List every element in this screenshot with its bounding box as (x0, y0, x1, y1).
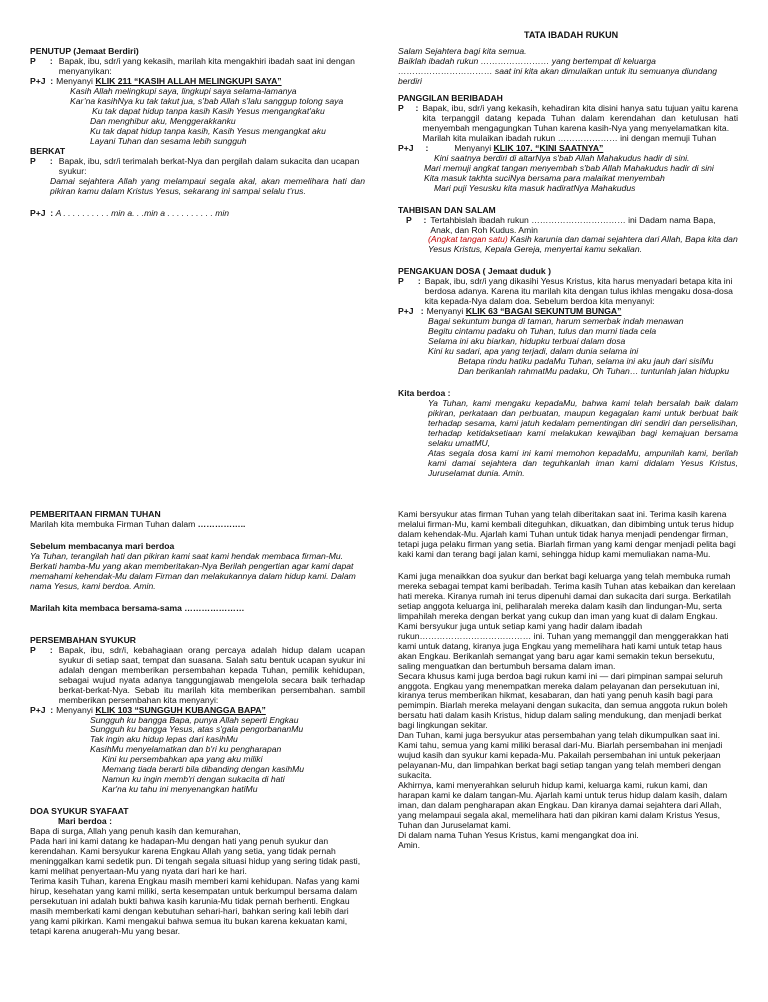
song-lyrics (30, 716, 365, 796)
menyanyi-prefix: Menyanyi (56, 75, 96, 86)
doa-paragraph: Bapa di surga, Allah yang penuh kasih dan kemurahan, (30, 826, 241, 837)
left-top-column (30, 47, 365, 219)
lyric-line: Kar’na kasihNya ku tak takut jua, s’bab Allah s’lalu sanggup tolong saya (70, 95, 344, 106)
speaker-label: P+J : (398, 306, 424, 317)
song-lyrics (398, 154, 738, 194)
speaker-label: P+J : (30, 704, 54, 715)
speaker-label: P : (30, 644, 53, 655)
song-lyrics (398, 317, 738, 377)
lyric-line: Layani Tuhan dan sesama lebih sungguh (90, 135, 247, 146)
penutup-p-row (30, 57, 365, 77)
lyric-line: Kasih Allah melingkupi saya, lingkupi saya selama-lamanya (70, 85, 297, 96)
pengakuan-p-row (398, 277, 738, 307)
speaker-label: P+J : (30, 75, 54, 86)
lyric-line: Kini ku sadari, apa yang terjadi, dalam dunia selama ini (428, 346, 639, 357)
tahbisan-heading: TAHBISAN DAN SALAM (398, 204, 496, 215)
doa-paragraph: Terima kasih Tuhan, karena Engkau masih memberi kami kehidupan. Nafas yang kami hirup, kesehatan yang kami miliki, serta kesempatan untuk berkumpul bersama dalam persekutuan ini adalah bukti bahwa kasih karunia-Mu tidak pernah berhenti. Engkau masih memberkati kami dengan kebutuhan sehari-hari, bahkan sering kali lebih dari yang kami pikirkan. Kami mengakui bahwa semua itu bukan karena kekuatan kami, tetapi karena anugerah-Mu yang besar. (30, 876, 360, 936)
tahbisan-text: Tertahbislah ibadah rukun …………………………… ini Dadam nama Bapa, Anak, dan Roh Kudus. Amin (430, 214, 716, 235)
baiklah-line: Baiklah ibadah rukun …………………… yang bertempat di keluarga (398, 55, 656, 66)
doa-paragraph: Dan Tuhan, kami juga bersyukur atas persembahan yang telah dikumpulkan saat ini. Kami tahu, semua yang kami miliki berasal dari-Mu. Biarlah persembahan ini menjadi wujud kasih dan syukur kami kepada-Mu. Pakailah persembahan ini untuk pekerjaan pelayanan-Mu, dan limpahkan berkat bagi setiap tangan yang telah memberi dengan sukacita. (398, 730, 723, 781)
baca-line: Marilah kita membaca bersama-sama ………………… (30, 602, 245, 613)
syukur-heading: PERSEMBAHAN SYUKUR (30, 634, 136, 645)
speaker-label: P+J : (30, 207, 56, 218)
lyric-line: Sungguh ku bangga Yesus, atas s'gala pengorbananMu (90, 724, 304, 735)
tahbisan-berkat: (Angkat tangan satu) Kasih karunia dan damai sejahtera dari Allah, Bapa kita dan Yesus Kristus, Kepala Gereja, menyertai kamu sekalian. (428, 234, 738, 255)
lyric-line: Mari memuji angkat tangan menyembah s'bab Allah Mahakudus hadir di sini (424, 162, 714, 173)
amin-row (30, 209, 365, 219)
firman-text: Marilah kita membuka Firman Tuhan dalam …………….. (30, 518, 246, 529)
kita-berdoa-heading: Kita berdoa : (398, 388, 451, 399)
song-title: KLIK 63 “BAGAI SEKUNTUM BUNGA” (465, 306, 622, 317)
pengakuan-heading: PENGAKUAN DOSA ( Jemaat duduk ) (398, 266, 551, 277)
speaker-label: P : (398, 276, 421, 287)
lyric-line: Bagai sekuntum bunga di taman, harum semerbak indah menawan (428, 316, 684, 327)
page-title: TATA IBADAH RUKUN (524, 30, 619, 40)
song-title: KLIK 107. “KINI SAATNYA” (493, 142, 604, 153)
lyric-line: Selama ini aku biarkan, hidupku terbuai dalam dosa (428, 336, 626, 347)
firman-heading: PEMBERITAAN FIRMAN TUHAN (30, 509, 161, 519)
lyric-line: Kita masuk takhta suciNya bersama para malaikat menyembah (424, 172, 665, 183)
penutup-heading: PENUTUP (Jemaat Berdiri) (30, 46, 139, 56)
doa-syukur-heading: DOA SYUKUR SYAFAAT (30, 806, 129, 817)
lyric-line: Ku tak dapat hidup tanpa kasih, Kasih Yesus mengangkat aku (90, 125, 326, 136)
pengakuan-text: Bapak, ibu, sdr/i yang dikasihi Yesus Kristus, kita harus menyadari betapa kita ini berdosa adanya. Karena itu marilah kita dengan tulus ikhlas mengaku dosa-dosa kita kepada-Nya dalam doa. Sebelum berdoa kita menyanyi: (424, 276, 733, 307)
doa-paragraph: Secara khusus kami juga berdoa bagi rukun kami ini — dari pimpinan sampai seluruh anggota. Engkau yang menempatkan mereka dalam pelayanan dan persekutuan ini, kiranya terus memberikan hikmat, kesabaran, dan hati yang penuh kasih bagi para pemimpin. Biarlah mereka melayani dengan sukacita, dan semua anggota rukun boleh bersatu hati dalam kasih Kristus, hidup dalam saling mendukung, dan menjadi berkat bagi lingkungan sekitar. (398, 670, 728, 731)
lyric-line: Sungguh ku bangga Bapa, punya Allah seperti Engkau (90, 714, 299, 725)
panggilan-heading: PANGGILAN BERIBADAH (398, 92, 503, 103)
doa-paragraph: Akhirnya, kami menyerahkan seluruh hidup kami, keluarga kami, rukun kami, dan harapan kami ke dalam tangan-Mu. Ajarlah kami untuk terus hidup dalam kasih, dalam iman, dan dalam pengharapan akan Engkau. Dan kiranya damai sejahtera dari Allah, yang melampaui segala akal, memelihara hati dan pikiran kami dalam Kristus Yesus, Tuhan dan Juruselamat kami. (398, 780, 728, 831)
syukur-text: Bapak, ibu, sdr/i, kebahagiaan orang percaya adalah hidup dalam ucapan syukur di setiap saat, tempat dan suasana. Salah satu bentuk ucapan syukur ini adalah dengan memberikan persembahan kepada Tuhan, pemilik kehidupan, sebagai wujud nyata adanya tanggungjawab mengelola secara baik terhadap berkat-berkat-Nya. Sebab itu marilah kita memberikan persembahan. sambil memberikan persembahan kita menyanyi: (58, 644, 365, 705)
berkat-p-text: Bapak, ibu, sdr/i terimalah berkat-Nya dan pergilah dalam sukacita dan ucapan syukur: (58, 155, 360, 176)
lyric-line: Tak ingin aku hidup lepas dari kasihMu (90, 734, 238, 745)
lyric-line: Ku tak dapat hidup tanpa kasih Kasih Yesus mengangkat'aku (92, 105, 325, 116)
lyric-line: Namun ku ingin memb'ri dengan sukacita di hati (102, 774, 285, 785)
mari-berdoa: Mari berdoa : (58, 816, 112, 827)
doa-paragraph: Kami juga menaikkan doa syukur dan berkat bagi keluarga yang telah membuka rumah mereka sebagai tempat kami beribadah. Terima kasih Tuhan atas kebaikan dan kerelaan hati mereka. Kiranya rumah ini terus dipenuhi damai dan sukacita dari surga. Berkatilah setiap anggota keluarga ini, peliharalah mereka dalam kasih dan lindungan-Mu, serta limpahilah mereka dengan berkat yang cukup dan iman yang kuat di dalam Engkau. (398, 570, 736, 621)
sebelum-text: Ya Tuhan, terangilah hati dan pikiran kami saat kami hendak membaca firman-Mu. Berkati hamba-Mu yang akan memberitakan-Nya Berilah pengertian agar kami dapat memahami kehendak-Mu dalam Firman dan melakukannya dalam hidup kami. Dalam nama Yesus, kami berdoa. Amin. (30, 550, 356, 591)
doa-paragraph: Pada hari ini kami datang ke hadapan-Mu dengan hati yang penuh syukur dan kerendahan. Kami bersyukur karena Engkau Allah yang setia, yang tidak pernah meninggalkan kami sedetik pun. Di tengah segala situasi hidup yang sering tidak pasti, kami melihat penyertaan-Mu yang nyata dari hari ke hari. (30, 836, 361, 877)
right-top-column (398, 47, 738, 479)
doa-pengakuan-2: Atas segala dosa kami ini kami memohon kepadaMu, ampunilah kami, berilah kami damai sejahtera dan teguhkanlah iman kami didalam Yesus Kristus, Juruselamat dunia. Amin. (428, 447, 738, 478)
lyric-line: Dan berikanlah rahmatMu padaku, Oh Tuhan… tuntunlah jalan hidupku (458, 366, 730, 377)
berkat-p-row (30, 157, 365, 177)
penutup-p-text: Bapak, ibu, sdr/i yang kekasih, marilah kita mengakhiri ibadah saat ini dengan menyanyikan: (58, 55, 355, 76)
lyric-line: Begitu cintamu padaku oh Tuhan, tulus dan murni tiada cela (428, 326, 657, 337)
song-lyrics (30, 87, 365, 147)
lyric-line: Mari puji Yesusku kita masuk hadiratNya Mahakudus (434, 182, 636, 193)
right-bottom-column (398, 510, 738, 851)
amin-text: A . . . . . . . . . . min a. . .min a . . . . . . . . . . min (55, 207, 230, 218)
berkat-text: Damai sejahtera Allah yang melampaui segala akal, akan memelihara hati dan pikiran kamu dalam Kristus Yesus, sekarang ini sampai selalu t’rus. (50, 175, 365, 196)
lyric-line: Kar'na ku tahu ini menyenangkan hatiMu (102, 784, 258, 795)
speaker-label: P+J : (398, 142, 429, 153)
doa-paragraph: Kami bersyukur juga untuk setiap kami yang hadir dalam ibadah rukun………………………………… ini. Tuhan yang memanggil dan menggerakkan hati kami untuk datang, kiranya juga Engkau yang memelihara hati kami untuk tetap haus akan Engkau. Berikanlah semangat yang baru agar kami semakin tekun bersekutu, saling menguatkan dan bertumbuh bersama dalam iman. (398, 620, 729, 671)
lyric-line: KasihMu menyelamatkan dan b'ri ku pengharapan (90, 744, 282, 755)
tahbisan-p-row (398, 216, 738, 236)
song-title: KLIK 211 “KASIH ALLAH MELINGKUPI SAYA” (95, 75, 282, 86)
left-bottom-column (30, 510, 365, 937)
berkat-heading: BERKAT (30, 145, 66, 156)
panggilan-p-row (398, 104, 738, 144)
syukur-song-row (30, 706, 365, 716)
doa-paragraph: Kami bersyukur atas firman Tuhan yang telah diberitakan saat ini. Terima kasih karena melalui firman-Mu, kami kembali diteguhkan, dikuatkan, dan dibimbing untuk terus hidup dalam kehendak-Mu. Ajarlah kami Tuhan untuk tidak hanya menjadi pendengar firman, tetapi juga pelaku firman yang setia. Biarlah firman yang kami dengar menjadi pelita bagi kaki kami dan terang bagi jalan kami, sehingga hidup kami memuliakan nama-Mu. (398, 509, 736, 559)
angkat-tangan-note: (Angkat tangan satu) (428, 234, 508, 245)
speaker-label: P : (398, 102, 419, 113)
doa-syukur-body (30, 827, 365, 937)
doa-paragraph: Di dalam nama Tuhan Yesus Kristus, kami mengangkat doa ini. (398, 830, 639, 841)
speaker-label: P : (30, 155, 53, 166)
dots-line: …………………………… saat ini kita akan dimulaikan untuk itu semuanya diundang berdiri (398, 65, 718, 86)
sebelum-heading: Sebelum membacanya mari berdoa (30, 540, 175, 551)
doa-pengakuan-1: Ya Tuhan, kami mengaku kepadaMu, bahwa kami telah bersalah baik dalam pikiran, perkataan dan perbuatan, maupun kegagalan kami untuk berbuat baik terhadap sesama, kami jatuh kedalam pementingan diri sendiri dan perselisihan, terhadap ketidaksetiaan kami melakukan kewajiban bagi kemajuan bersama selaku umatMU, (428, 398, 738, 448)
salam-line: Salam Sejahtera bagi kita semua. (398, 46, 527, 56)
panggilan-text: Bapak, ibu, sdr/i yang kekasih, kehadiran kita disini hanya satu tujuan yaitu karena kita terpanggil datang kepada Tuhan dalam kerendahan dan ketulusan hati menyembah mengagungkan Tuhan karena kasih-Nya yang menyelamatkan kita. Marilah kita mulaikan ibadah rukun ………………… ini dengan memuji Tuhan (422, 102, 738, 143)
speaker-label: P : (30, 55, 53, 66)
menyanyi-prefix: Menyanyi (56, 704, 96, 715)
doa-amin: Amin. (398, 840, 420, 850)
song-title: KLIK 103 “SUNGGUH KUBANGGA BAPA” (95, 704, 266, 715)
syukur-p-row (30, 646, 365, 706)
menyanyi-prefix: Menyanyi (454, 142, 494, 153)
lyric-line: Kini saatnya berdiri di altarNya s'bab Allah Mahakudus hadir di sini. (434, 152, 690, 163)
lyric-line: Memang tiada berarti bila dibanding dengan kasihMu (102, 764, 305, 775)
lyric-line: Dan menghibur aku, Menggerakkanku (90, 115, 236, 126)
menyanyi-prefix: Menyanyi (426, 306, 466, 317)
lyric-line: Kini ku persembahkan apa yang aku miliki (102, 754, 263, 765)
lyric-line: Betapa rindu hatiku padaMu Tuhan, selama ini aku jauh dari sisiMu (458, 356, 714, 367)
speaker-label: P : (406, 214, 427, 225)
